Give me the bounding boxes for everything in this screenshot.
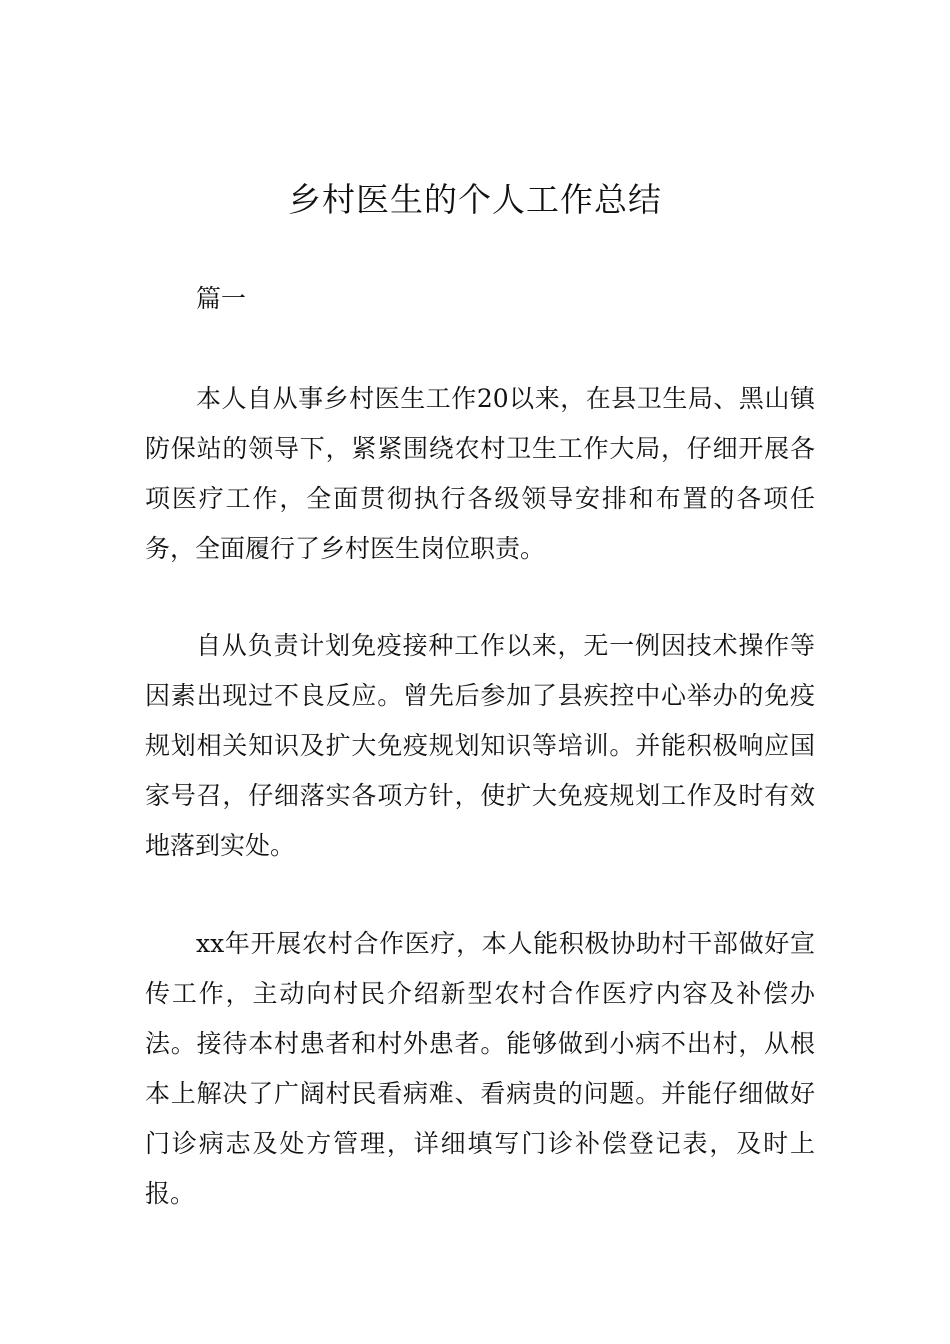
paragraph-1: 本人自从事乡村医生工作20以来，在县卫生局、黑山镇防保站的领导下，紧紧围绕农村卫生工作大局，仔细开展各项医疗工作，全面贯彻执行各级领导安排和布置的各项任务，全面履行了乡村医生岗位职责。 [145,384,815,563]
paragraph-2: 自从负责计划免疫接种工作以来，无一例因技术操作等因素出现过不良反应。曾先后参加了县疾控中心举办的免疫规划相关知识及扩大免疫规划知识等培训。并能积极响应国家号召，仔细落实各项方针，使扩大免疫规划工作及时有效地落到实处。 [145,631,815,860]
paragraph-3: xx年开展农村合作医疗，本人能积极协助村干部做好宣传工作，主动向村民介绍新型农村合作医疗内容及补偿办法。接待本村患者和村外患者。能够做到小病不出村，从根本上解决了广阔村民看病难、看病贵的问题。并能仔细做好门诊病志及处方管理，详细填写门诊补偿登记表，及时上报。 [145,929,815,1208]
document-title: 乡村医生的个人工作总结 [288,180,662,219]
section-label: 篇一 [196,284,247,313]
